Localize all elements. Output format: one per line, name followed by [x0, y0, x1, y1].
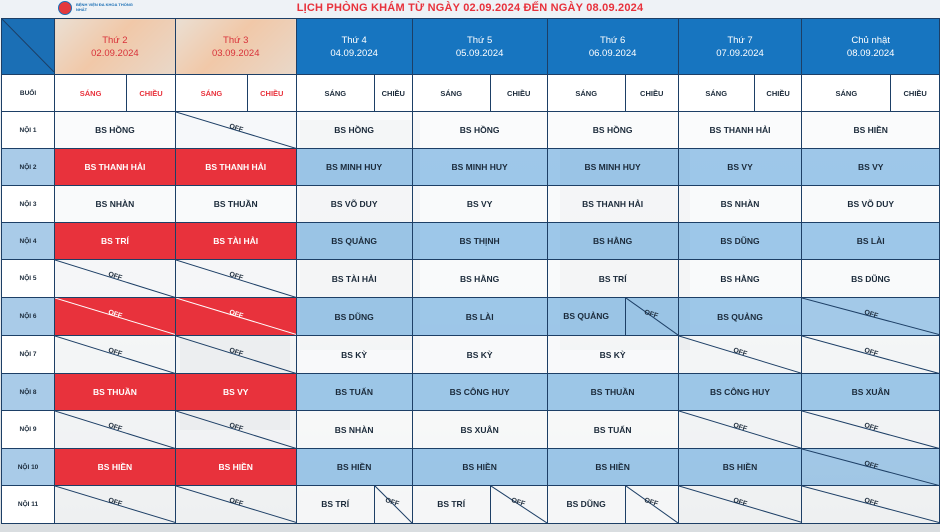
schedule-cell [55, 298, 176, 336]
schedule-cell [412, 374, 547, 411]
off-label: OFF [107, 347, 123, 358]
room-label: NỘI 6 [2, 298, 55, 336]
schedule-cell [175, 112, 296, 149]
schedule-cell [412, 260, 547, 298]
schedule-cell [175, 449, 296, 486]
schedule-cell [412, 336, 547, 374]
off-label: OFF [732, 496, 748, 508]
doctor-name: BS VY [222, 387, 249, 397]
day-date: 08.09.2024 [846, 47, 895, 59]
doctor-name: BS HỒNG [592, 125, 633, 135]
doctor-name: BS XUÂN [851, 387, 890, 397]
doctor-name: BS HIỀN [462, 462, 497, 472]
schedule-cell [547, 411, 678, 449]
schedule-cell [678, 374, 802, 411]
off-half [625, 486, 678, 523]
room-label: NỘI 9 [2, 411, 55, 449]
room-row [2, 186, 940, 223]
room-row [2, 336, 940, 374]
doctor-name: BS KỲ [599, 349, 626, 360]
schedule-cell [678, 411, 802, 449]
off-label: OFF [509, 496, 526, 508]
schedule-cell [296, 112, 412, 149]
schedule-cell [175, 186, 296, 223]
schedule-cell [412, 112, 547, 149]
session-label: BUỔI [2, 75, 55, 112]
doctor-name: BS HIỀN [218, 462, 253, 472]
off-label: OFF [228, 271, 244, 282]
doctor-name: BS KỲ [341, 349, 368, 360]
morning-label: SÁNG [678, 75, 754, 112]
doctor-name: BS THANH HẢI [709, 125, 771, 135]
doctor-name: BS DŨNG [334, 311, 374, 322]
schedule-cell [678, 486, 802, 524]
schedule-cell [55, 149, 176, 186]
doctor-name: BS THỊNH [459, 236, 500, 246]
schedule-cell [802, 486, 940, 524]
split-cell [548, 486, 678, 523]
schedule-cell [802, 374, 940, 411]
doctor-name: BS MINH HUY [451, 162, 508, 172]
schedule-cell [412, 298, 547, 336]
schedule-cell [55, 449, 176, 486]
day-name: Thứ 7 [727, 34, 753, 46]
schedule-cell [547, 374, 678, 411]
off-label: OFF [107, 422, 123, 433]
schedule-cell [296, 149, 412, 186]
doctor-name: BS THUẦN [213, 199, 258, 209]
doctor-name: BS THANH HẢI [84, 162, 146, 172]
schedule-cell [802, 411, 940, 449]
room-label: NỘI 10 [2, 449, 55, 486]
off-label: OFF [732, 422, 748, 433]
room-label: NỘI 3 [2, 186, 55, 223]
schedule-cell [296, 336, 412, 374]
off-label: OFF [642, 308, 659, 320]
schedule-cell [802, 112, 940, 149]
schedule-cell [678, 298, 802, 336]
doctor-name: BS TÀI HẢI [213, 236, 259, 246]
schedule-cell [296, 186, 412, 223]
doctor-name: BS HIỀN [595, 462, 630, 472]
doctor-name: BS DŨNG [720, 236, 760, 246]
split-cell [548, 298, 678, 335]
doctor-name: BS VÕ DUY [847, 199, 895, 209]
doctor-name: BS LÀI [465, 311, 494, 322]
afternoon-label: CHIỀU [754, 75, 802, 112]
day-name: Thứ 6 [599, 34, 626, 46]
doctor-name: BS QUẢNG [717, 311, 763, 322]
schedule-cell [296, 223, 412, 260]
off-label: OFF [732, 347, 748, 358]
off-label: OFF [228, 422, 244, 433]
day-date: 04.09.2024 [330, 47, 378, 59]
schedule-cell [678, 112, 802, 149]
session-header-row [2, 75, 940, 112]
day-header [412, 19, 547, 75]
schedule-cell [547, 486, 678, 524]
schedule-cell [296, 260, 412, 298]
split-cell [297, 486, 412, 523]
schedule-cell [678, 149, 802, 186]
schedule-cell [175, 486, 296, 524]
day-header [678, 19, 802, 75]
off-label: OFF [863, 459, 879, 471]
doctor-name: BS MINH HUY [326, 162, 383, 172]
doctor-name: BS THANH HẢI [582, 199, 644, 209]
off-label: OFF [642, 496, 659, 508]
page-title: LỊCH PHÒNG KHÁM TỪ NGÀY 02.09.2024 ĐẾN NGÀY 08.09.2024 [296, 2, 644, 14]
doctor-name: BS THUẦN [590, 387, 635, 397]
room-row [2, 486, 940, 524]
doctor-name: BS HỒNG [334, 125, 374, 135]
day-header [175, 19, 296, 75]
afternoon-label: CHIỀU [625, 75, 678, 112]
morning-label: SÁNG [55, 75, 127, 112]
doctor-name: BS HỒNG [459, 125, 500, 135]
schedule-cell [55, 260, 176, 298]
schedule-cell [802, 186, 940, 223]
doctor-name: BS HIỀN [722, 462, 758, 472]
off-label: OFF [863, 308, 879, 320]
schedule-cell [802, 149, 940, 186]
room-label: NỘI 2 [2, 149, 55, 186]
morning-label: SÁNG [412, 75, 490, 112]
room-row [2, 223, 940, 260]
doctor-name: BS LÀI [856, 236, 885, 246]
room-label: NỘI 1 [2, 112, 55, 149]
doctor-name: BS TRÍ [100, 236, 129, 246]
schedule-cell [55, 486, 176, 524]
doctor-name: BS QUẢNG [331, 236, 378, 246]
schedule-cell [547, 260, 678, 298]
afternoon-label: CHIỀU [248, 75, 297, 112]
afternoon-label: CHIỀU [374, 75, 412, 112]
schedule-cell [296, 298, 412, 336]
logo-text: BỆNH VIỆN ĐA KHOA THỐNG NHẤT [76, 2, 133, 12]
schedule-cell [678, 260, 802, 298]
doctor-name: BS TÀI HẢI [331, 273, 377, 284]
schedule-cell [802, 449, 940, 486]
schedule-cell [547, 112, 678, 149]
doctor-name: BS NHÀN [95, 199, 135, 209]
schedule-cell [678, 186, 802, 223]
schedule-cell [175, 374, 296, 411]
schedule-cell [547, 186, 678, 223]
schedule-table [1, 18, 940, 524]
off-half [625, 298, 678, 335]
room-row [2, 112, 940, 149]
room-label: NỘI 8 [2, 374, 55, 411]
morning-label: SÁNG [175, 75, 247, 112]
doctor-name: BS HIỀN [97, 462, 133, 472]
off-label: OFF [863, 496, 879, 508]
room-row [2, 449, 940, 486]
schedule-cell [55, 411, 176, 449]
off-half [490, 486, 547, 523]
day-date: 03.09.2024 [211, 47, 260, 59]
schedule-cell [547, 449, 678, 486]
schedule-cell [175, 336, 296, 374]
doctor-name: BS DŨNG [566, 499, 606, 509]
schedule-cell [296, 411, 412, 449]
schedule-cell [547, 298, 678, 336]
off-label: OFF [384, 496, 400, 508]
doctor-name: BS HẰNG [720, 273, 760, 284]
room-row [2, 149, 940, 186]
schedule-cell [678, 336, 802, 374]
afternoon-label: CHIỀU [490, 75, 547, 112]
corner-cell [2, 19, 55, 75]
afternoon-label: CHIỀU [891, 75, 940, 112]
room-row [2, 298, 940, 336]
room-label: NỘI 4 [2, 223, 55, 260]
schedule-cell [547, 336, 678, 374]
day-header-row [2, 19, 940, 75]
schedule-cell [175, 411, 296, 449]
afternoon-label: CHIỀU [127, 75, 176, 112]
room-row [2, 260, 940, 298]
doctor-name: BS VY [857, 162, 884, 172]
day-name: Thứ 2 [102, 34, 128, 46]
schedule-cell [547, 149, 678, 186]
room-label: NỘI 5 [2, 260, 55, 298]
schedule-cell [55, 223, 176, 260]
off-label: OFF [107, 496, 123, 508]
off-label: OFF [107, 271, 123, 282]
day-date: 06.09.2024 [588, 47, 637, 59]
doctor-name: BS MINH HUY [584, 162, 641, 172]
doctor-name: BS VÕ DUY [330, 199, 378, 209]
day-date: 02.09.2024 [91, 47, 139, 59]
day-header [296, 19, 412, 75]
schedule-cell [678, 223, 802, 260]
doctor-name: BS HẰNG [460, 273, 500, 284]
off-label: OFF [863, 347, 879, 358]
schedule-cell [175, 223, 296, 260]
schedule-cell [175, 149, 296, 186]
schedule-cell [678, 449, 802, 486]
schedule-cell [412, 449, 547, 486]
morning-label: SÁNG [547, 75, 625, 112]
schedule-cell [55, 336, 176, 374]
doctor-name: BS CÔNG HUY [449, 387, 510, 397]
schedule-cell [55, 374, 176, 411]
off-label: OFF [228, 347, 244, 358]
day-name: Thứ 3 [223, 34, 249, 46]
day-name: Thứ 5 [466, 34, 493, 46]
schedule-cell [55, 112, 176, 149]
schedule-cell [802, 260, 940, 298]
doctor-name: BS HIỀN [853, 125, 888, 135]
doctor-name: BS THUẦN [92, 387, 137, 397]
doctor-name: BS TRÍ [437, 499, 466, 509]
morning-label: SÁNG [802, 75, 891, 112]
doctor-name: BS HỒNG [95, 125, 135, 135]
doctor-name: BS CÔNG HUY [710, 387, 770, 397]
doctor-name: BS XUÂN [460, 424, 499, 435]
doctor-name: BS TUẤN [593, 424, 632, 435]
day-name: Thứ 4 [341, 34, 367, 46]
schedule-cell [802, 223, 940, 260]
off-half [374, 486, 412, 523]
schedule-cell [296, 449, 412, 486]
doctor-name: BS TRÍ [598, 273, 627, 284]
doctor-name: BS VY [727, 162, 753, 172]
day-header [547, 19, 678, 75]
doctor-name: BS TRÍ [321, 499, 350, 509]
schedule-cell [412, 411, 547, 449]
schedule-cell [175, 298, 296, 336]
schedule-cell [296, 374, 412, 411]
schedule-cell [547, 223, 678, 260]
schedule-cell [802, 336, 940, 374]
room-row [2, 411, 940, 449]
doctor-name: BS HIỀN [336, 462, 372, 472]
doctor-name: BS DŨNG [851, 273, 891, 284]
schedule-cell [802, 298, 940, 336]
doctor-name: BS KỲ [466, 349, 493, 360]
off-label: OFF [228, 122, 244, 134]
doctor-name: BS THANH HẢI [205, 162, 267, 172]
schedule-cell [412, 149, 547, 186]
doctor-name: BS NHÀN [720, 199, 760, 209]
off-label: OFF [228, 308, 244, 320]
doctor-name: BS QUẢNG [563, 311, 610, 321]
schedule-cell [412, 486, 547, 524]
schedule-cell [296, 486, 412, 524]
day-date: 05.09.2024 [455, 47, 504, 59]
schedule-cell [55, 186, 176, 223]
off-label: OFF [228, 496, 244, 508]
doctor-name: BS TUẤN [335, 387, 374, 397]
doctor-name: BS NHÀN [334, 424, 374, 435]
schedule-cell [175, 260, 296, 298]
off-label: OFF [107, 308, 123, 320]
off-label: OFF [863, 422, 879, 433]
schedule-cell [412, 223, 547, 260]
room-row [2, 374, 940, 411]
doctor-name: BS VY [466, 199, 493, 209]
room-label: NỘI 7 [2, 336, 55, 374]
header-bar [0, 0, 940, 16]
day-date: 07.09.2024 [716, 47, 764, 59]
corner-diagonal-line [2, 19, 54, 72]
day-name: Chủ nhật [851, 34, 890, 46]
doctor-name: BS HẰNG [593, 236, 633, 246]
day-header [802, 19, 940, 75]
morning-label: SÁNG [296, 75, 374, 112]
room-label: NỘI 11 [2, 486, 55, 524]
split-cell [413, 486, 547, 523]
schedule-cell [412, 186, 547, 223]
day-header [55, 19, 176, 75]
